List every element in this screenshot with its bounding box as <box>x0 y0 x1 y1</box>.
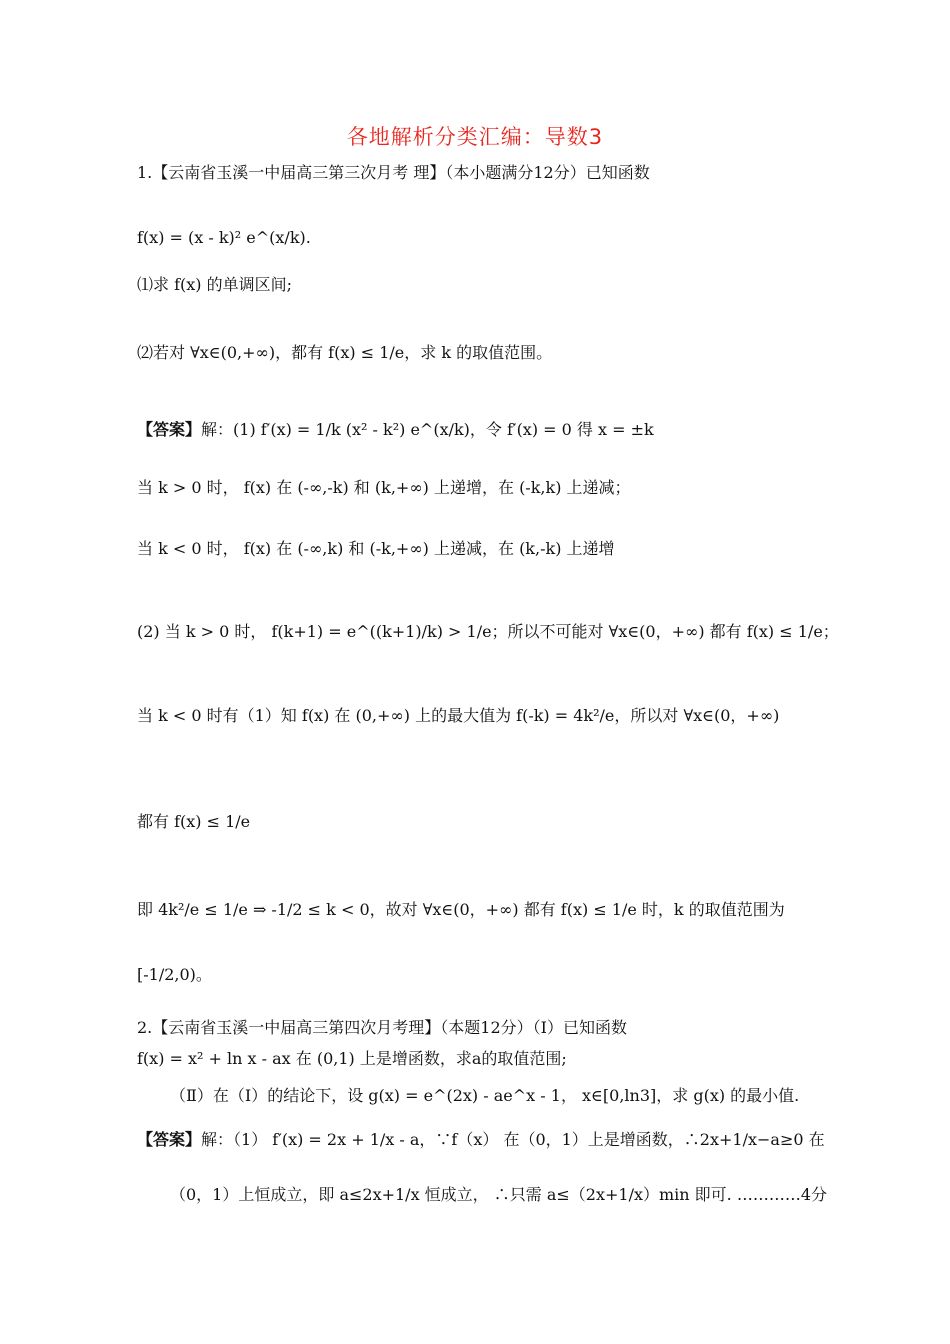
q1-part2: ⑵若对 ∀x∈(0,+∞)，都有 f(x) ≤ 1/e，求 k 的取值范围。 <box>137 343 553 362</box>
q1-answer-label: 【答案】 <box>137 420 202 439</box>
q1-part1: ⑴求 f(x) 的单调区间; <box>137 275 292 294</box>
q1-answer-part2-a: (2) 当 k > 0 时， f(k+1) = e^((k+1)/k) > 1/e；所以不可能对 ∀x∈(0，+∞) 都有 f(x) ≤ 1/e； <box>137 622 839 641</box>
q2-answer-label: 【答案】 <box>137 1130 202 1149</box>
q2-answer-step1: 解：（1） f′(x) = 2x + 1/x - a，∵f（x） 在（0，1）上是增函数，∴2x+1/x−a≥0 在 <box>201 1130 825 1149</box>
q1-answer-part2-e: [-1/2,0)。 <box>137 965 212 984</box>
q1-answer-part2-d: 即 4k²/e ≤ 1/e ⇒ -1/2 ≤ k < 0，故对 ∀x∈(0，+∞) 都有 f(x) ≤ 1/e 时，k 的取值范围为 <box>137 900 785 919</box>
q2-statement2: （Ⅱ）在（Ⅰ）的结论下，设 g(x) = e^(2x) - ae^x - 1， x∈[0,ln3]，求 g(x) 的最小值. <box>170 1086 800 1105</box>
q2-lead: 2.【云南省玉溪一中届高三第四次月考理】（本题12分）（Ⅰ）已知函数 <box>137 1018 627 1037</box>
q2-answer-line2: （0，1）上恒成立，即 a≤2x+1/x 恒成立， ∴只需 a≤（2x+1/x）min 即可. …………4分 <box>170 1185 828 1204</box>
q1-case-positive: 当 k > 0 时， f(x) 在 (-∞,-k) 和 (k,+∞) 上递增，在 (-k,k) 上递减； <box>137 478 631 497</box>
q1-answer-step1: 解：(1) f′(x) = 1/k (x² - k²) e^(x/k)，令 f′(x) = 0 得 x = ±k <box>201 420 654 439</box>
q2-statement1: f(x) = x² + ln x - ax 在 (0,1) 上是增函数，求a的取值范围; <box>137 1049 567 1068</box>
q1-case-negative: 当 k < 0 时， f(x) 在 (-∞,k) 和 (-k,+∞) 上递减，在 (k,-k) 上递增 <box>137 539 615 558</box>
q1-formula: f(x) = (x - k)² e^(x/k). <box>137 228 311 247</box>
q1-answer-line1 <box>137 420 654 440</box>
q1-answer-part2-c: 都有 f(x) ≤ 1/e <box>137 812 251 831</box>
q2-answer-line1 <box>137 1130 825 1150</box>
document-title: 各地解析分类汇编：导数3 <box>346 125 604 149</box>
q1-answer-part2-b: 当 k < 0 时有（1）知 f(x) 在 (0,+∞) 上的最大值为 f(-k) = 4k²/e，所以对 ∀x∈(0，+∞) <box>137 706 780 725</box>
q1-lead: 1.【云南省玉溪一中届高三第三次月考 理】（本小题满分12分）已知函数 <box>137 163 650 182</box>
